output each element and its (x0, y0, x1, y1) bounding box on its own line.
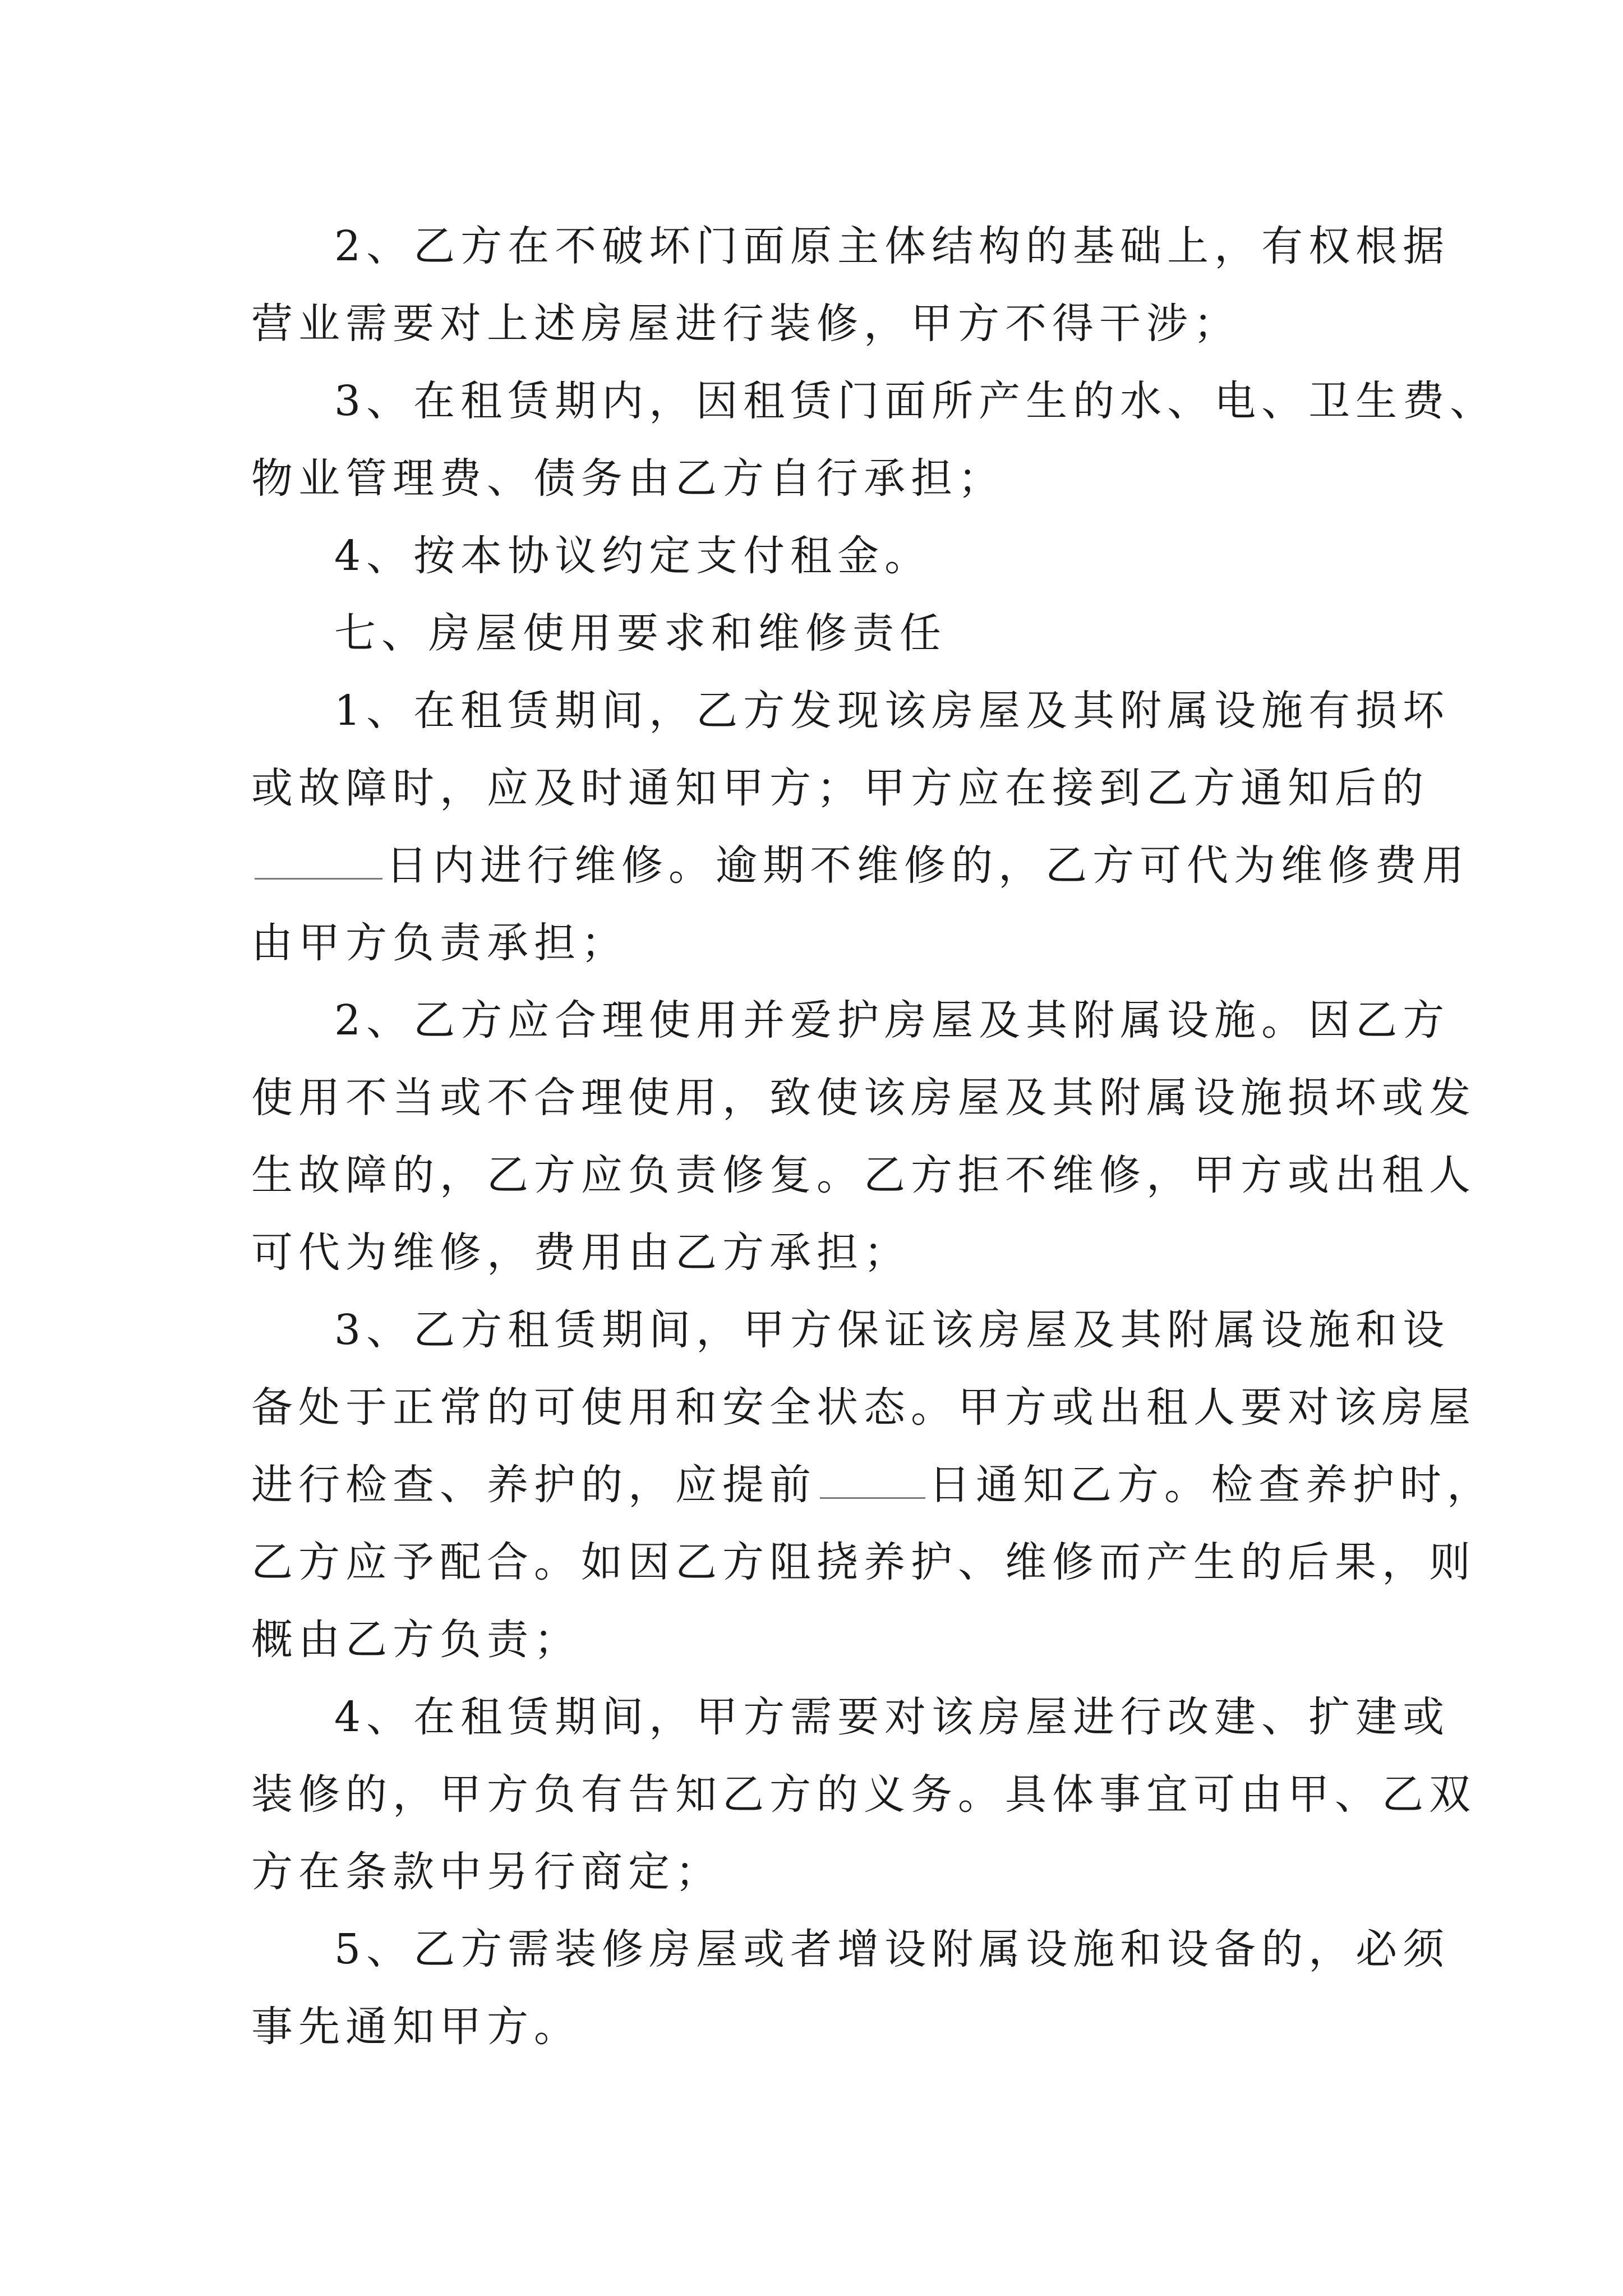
paragraph-line: 物业管理费、债务由乙方自行承担； (251, 454, 1005, 503)
paragraph-line: 4、按本协议约定支付租金。 (334, 532, 932, 580)
paragraph-line: 事先通知甲方。 (251, 2003, 581, 2051)
fill-in-blank[interactable] (820, 1458, 925, 1499)
paragraph-line: 3、乙方租赁期间，甲方保证该房屋及其附属设施和设 (334, 1306, 1450, 1354)
paragraph-line: 或故障时，应及时通知甲方；甲方应在接到乙方通知后的 (251, 764, 1429, 812)
paragraph-line: 装修的，甲方负有告知乙方的义务。具体事宜可由甲、乙双 (251, 1770, 1476, 1819)
paragraph-line: 4、在租赁期间，甲方需要对该房屋进行改建、扩建或 (334, 1693, 1450, 1741)
paragraph-line: 概由乙方负责； (251, 1616, 581, 1664)
paragraph-line: 备处于正常的可使用和安全状态。甲方或出租人要对该房屋 (251, 1383, 1476, 1432)
paragraph-line: 使用不当或不合理使用，致使该房屋及其附属设施损坏或发 (251, 1074, 1476, 1122)
line-text: 日内进行维修。逾期不维修的，乙方可代为维修费用 (386, 841, 1469, 890)
paragraph-line: 2、乙方应合理使用并爱护房屋及其附属设施。因乙方 (334, 996, 1450, 1045)
paragraph-line (251, 1446, 1494, 1524)
paragraph-line (251, 827, 1469, 904)
document-body (251, 208, 1497, 2065)
fill-in-blank[interactable] (255, 839, 382, 880)
paragraph-line: 方在条款中另行商定； (251, 1848, 722, 1896)
paragraph-line: 5、乙方需装修房屋或者增设附属设施和设备的，必须 (334, 1925, 1450, 1973)
paragraph-line: 3、在租赁期内，因租赁门面所产生的水、电、卫生费、 (334, 377, 1497, 425)
paragraph-line: 1、在租赁期间，乙方发现该房屋及其附属设施有损坏 (334, 687, 1450, 735)
paragraph-line: 可代为维修，费用由乙方承担； (251, 1228, 911, 1277)
line-text: 进行检查、养护的，应提前 (251, 1461, 817, 1509)
line-text: 日通知乙方。检查养护时， (929, 1461, 1494, 1509)
paragraph-line: 营业需要对上述房屋进行装修，甲方不得干涉； (251, 300, 1241, 348)
section-heading: 七、房屋使用要求和维修责任 (334, 609, 947, 657)
paragraph-line: 2、乙方在不破坏门面原主体结构的基础上，有权根据 (334, 222, 1450, 270)
paragraph-line: 生故障的，乙方应负责修复。乙方拒不维修，甲方或出租人 (251, 1151, 1476, 1199)
paragraph-line: 乙方应予配合。如因乙方阻挠养护、维修而产生的后果，则 (251, 1538, 1476, 1586)
paragraph-line: 由甲方负责承担； (251, 919, 628, 967)
